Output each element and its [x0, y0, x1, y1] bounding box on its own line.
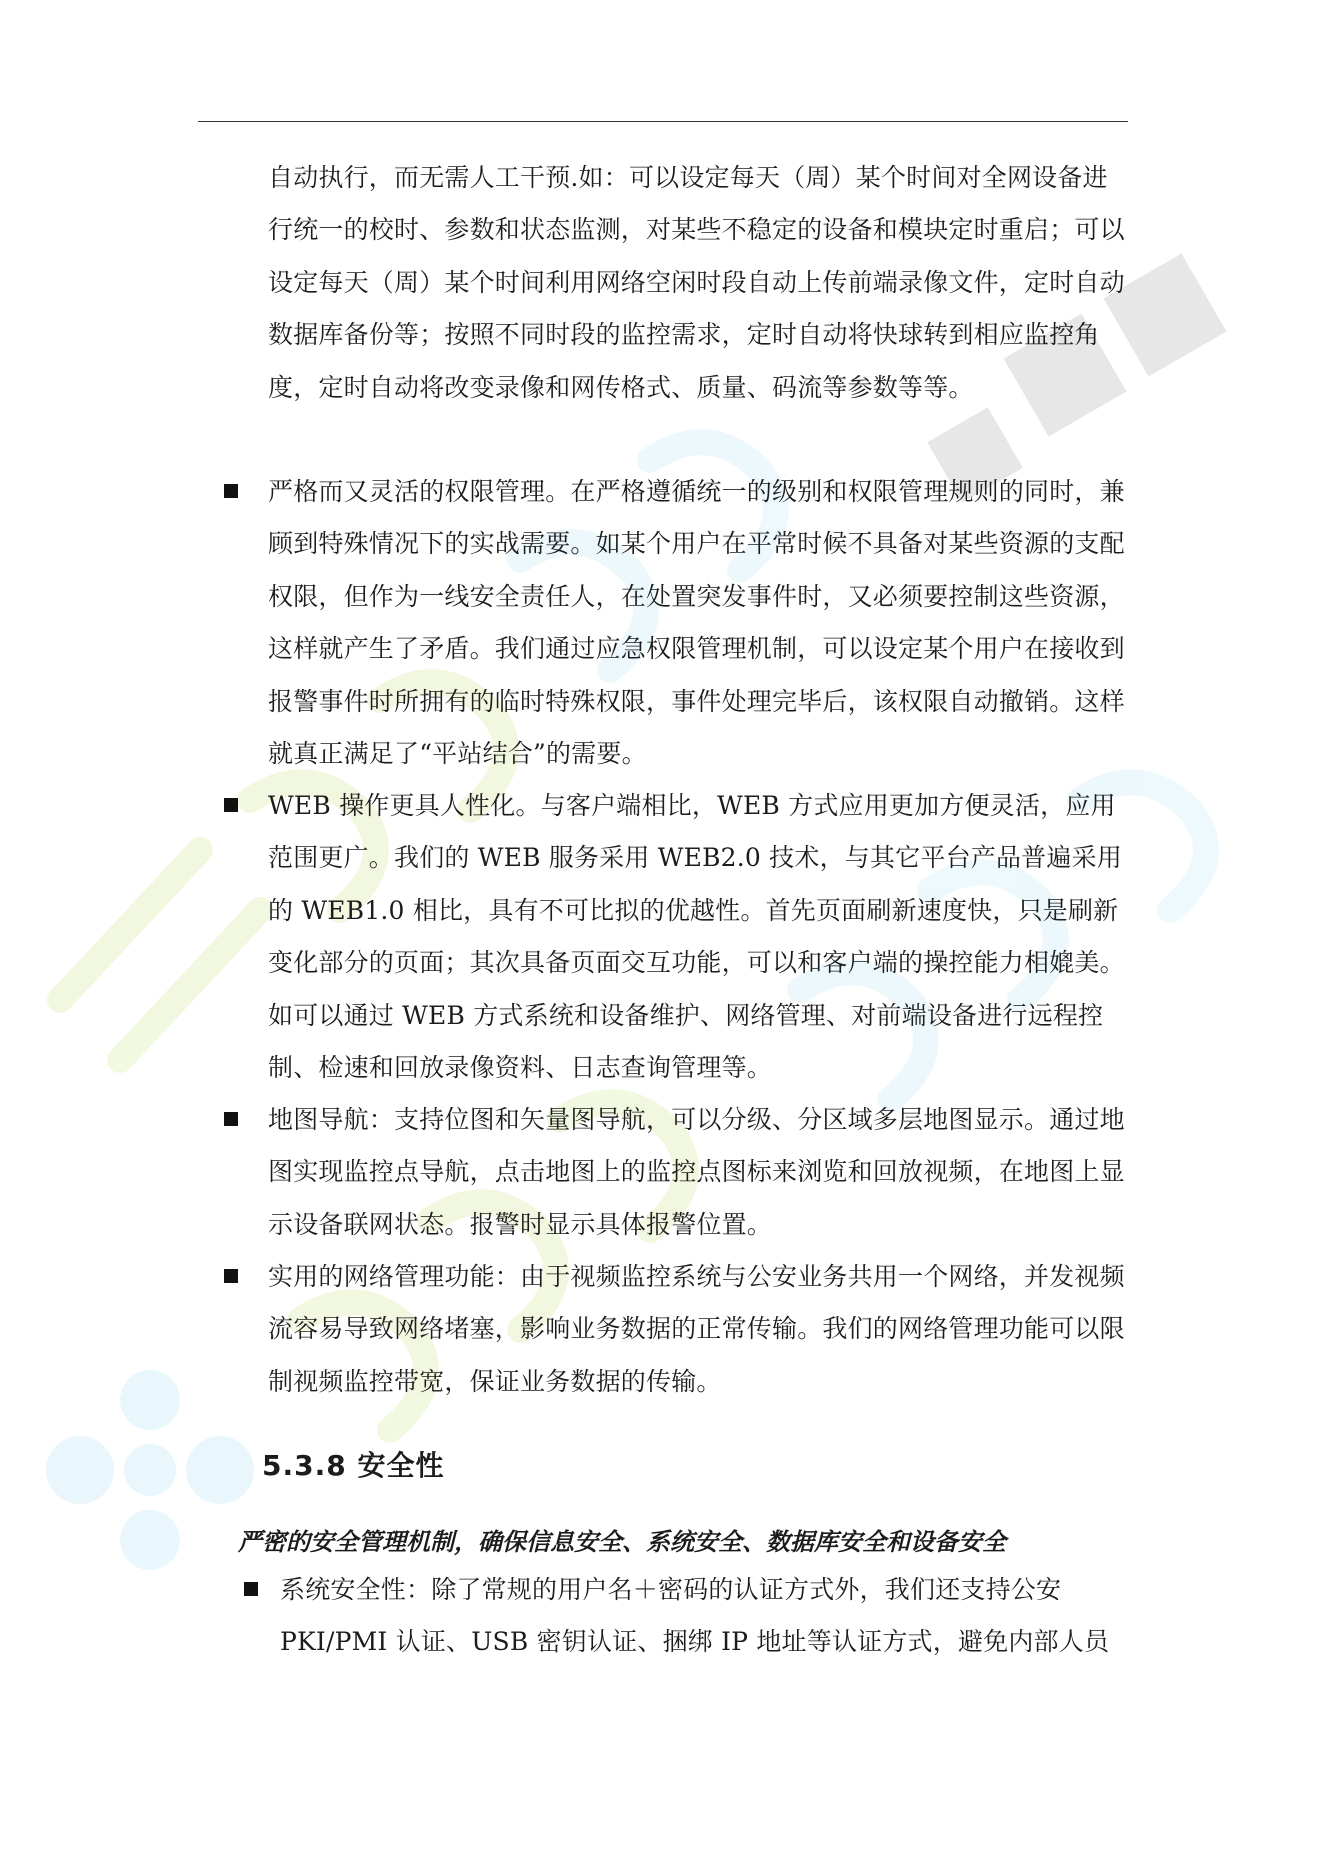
section-heading: 5.3.8 安全性: [262, 1449, 445, 1482]
list-item-map-navigation: 地图导航：支持位图和矢量图导航，可以分级、分区域多层地图显示。通过地图实现监控点导航，点击地图上的监控点图标来浏览和回放视频，在地图上显示设备联网状态。报警时显示具体报警位置。: [268, 1105, 1125, 1239]
bullet-icon: [244, 1582, 258, 1596]
list-item-system-security: 系统安全性：除了常规的用户名＋密码的认证方式外，我们还支持公安 PKI/PMI 认证、USB 密钥认证、捆绑 IP 地址等认证方式，避免内部人员: [280, 1575, 1110, 1656]
bullet-icon: [224, 1269, 238, 1283]
continuation-paragraph: 自动执行，而无需人工干预.如：可以设定每天（周）某个时间对全网设备进行统一的校时、参数和状态监测，对某些不稳定的设备和模块定时重启；可以设定每天（周）某个时间利用网络空闲时段自动上传前端录像文件，定时自动数据库备份等；按照不同时段的监控需求，定时自动将快球转到相应监控角度，定时自动将改变录像和网传格式、质量、码流等参数等等。: [268, 163, 1125, 402]
section-lead: 严密的安全管理机制，确保信息安全、系统安全、数据库安全和设备安全: [238, 1528, 1006, 1556]
bullet-icon: [224, 1112, 238, 1126]
header-rule: [198, 121, 1128, 122]
bullet-icon: [224, 798, 238, 812]
bullet-icon: [224, 484, 238, 498]
list-item-web: WEB 操作更具人性化。与客户端相比，WEB 方式应用更加方便灵活，应用范围更广。我们的 WEB 服务采用 WEB2.0 技术，与其它平台产品普遍采用的 WEB1.0 相比，具有不可比拟的优越性。首先页面刷新速度快，只是刷新变化部分的页面；其次具备页面交互功能，可以和客户端的操控能力相媲美。如可以通过 WEB 方式系统和设备维护、网络管理、对前端设备进行远程控制、检速和回放录像资料、日志查询管理等。: [268, 791, 1125, 1083]
list-item-network-management: 实用的网络管理功能：由于视频监控系统与公安业务共用一个网络，并发视频流容易导致网络堵塞，影响业务数据的正常传输。我们的网络管理功能可以限制视频监控带宽，保证业务数据的传输。: [268, 1262, 1125, 1396]
list-item-permissions: 严格而又灵活的权限管理。在严格遵循统一的级别和权限管理规则的同时，兼顾到特殊情况下的实战需要。如某个用户在平常时候不具备对某些资源的支配权限，但作为一线安全责任人，在处置突发事件时，又必须要控制这些资源，这样就产生了矛盾。我们通过应急权限管理机制，可以设定某个用户在接收到报警事件时所拥有的临时特殊权限，事件处理完毕后，该权限自动撤销。这样就真正满足了“平站结合”的需要。: [268, 477, 1125, 769]
